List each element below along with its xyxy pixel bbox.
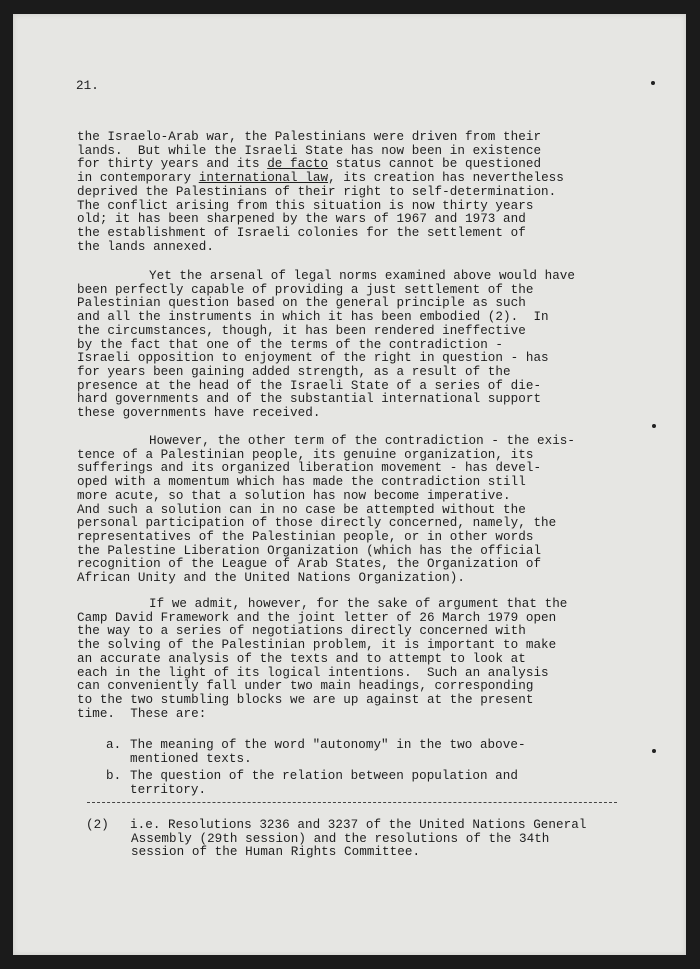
text-line: been perfectly capable of providing a just settlement of the [77,282,534,297]
paragraph-2 [77,270,637,421]
text-line: African Unity and the United Nations Organization). [77,571,465,586]
de-facto-underlined: de facto [267,157,329,172]
text-line: the Israelo-Arab war, the Palestinians were driven from their [77,130,542,144]
punch-hole-mark [652,749,656,753]
text-line: each in the light of its logical intentions. Such an analysis [77,665,549,680]
text-line: Assembly (29th session) and the resolutions of the 34th [131,831,550,846]
punch-hole-mark [651,81,655,85]
text-line: Yet the arsenal of legal norms examined above would have [149,269,576,283]
text-line: personal participation of those directly concerned, namely, the [77,516,557,531]
text-line: the way to a series of negotiations directly concerned with [77,624,526,639]
page-number: 21. [76,79,99,93]
text-line: Palestinian question based on the general principle as such [77,296,526,311]
text-line: territory. [130,782,207,797]
text-line: old; it has been sharpened by the wars of 1967 and 1973 and [77,212,526,227]
text-line: deprived the Palestinians of their right to self-determination. [77,184,557,199]
text-line: Camp David Framework and the joint letter of 26 March 1979 open [77,610,557,625]
text-line: (2) i.e. Resolutions 3236 and 3237 of the United Nations General [86,818,587,832]
text-line: more acute, so that a solution has now become imperative. [77,488,511,503]
text-line: Israeli opposition to enjoyment of the right in question - has [77,351,549,366]
footnote-label: (2) [86,818,109,832]
text-line: The question of the relation between population and [130,769,518,783]
text-line: in contemporary international law, its creation has nevertheless [77,171,564,186]
list-item-a [106,739,626,766]
text-line: recognition of the League of Arab States, the Organization of [77,557,542,572]
text-line: the establishment of Israeli colonies for the settlement of [77,225,526,240]
text-line: the solving of the Palestinian problem, it is important to make [77,638,557,653]
text-line: and all the instruments in which it has been embodied (2). In [77,310,549,325]
text-line: time. These are: [77,706,207,721]
paragraph-3 [77,435,637,586]
text-line: The conflict arising from this situation is now thirty years [77,198,534,213]
text-line: for years been gaining added strength, as a result of the [77,364,511,379]
text-line: mentioned texts. [130,751,252,766]
text-line: the lands annexed. [77,239,214,254]
list-item-b [106,770,626,797]
text-line: for thirty years and its de facto status cannot be questioned [77,157,542,172]
text-line: presence at the head of the Israeli State of a series of die- [77,378,542,393]
text-line: by the fact that one of the terms of the contradiction - [77,337,504,352]
text-line: session of the Human Rights Committee. [131,845,421,860]
text-line: However, the other term of the contradiction - the exis- [149,434,576,448]
text-line: tence of a Palestinian people, its genuine organization, its [77,447,534,462]
text-line: representatives of the Palestinian people, or in other words [77,529,534,544]
text-line: can conveniently fall under two main headings, corresponding [77,679,534,694]
footnote-divider [87,802,617,803]
text-line: an accurate analysis of the texts and to attempt to look at [77,651,526,666]
text-line: the circumstances, though, it has been rendered ineffective [77,323,526,338]
text-line: the Palestine Liberation Organization (which has the official [77,543,542,558]
international-law-underlined: international law [198,171,329,186]
punch-hole-mark [652,424,656,428]
paragraph-1 [77,131,637,254]
list-label: b. [106,769,122,783]
text-line: oped with a momentum which has made the contradiction still [77,475,526,490]
text-line: these governments have received. [77,406,321,421]
text-line: to the two stumbling blocks we are up against at the present [77,692,534,707]
list-label: a. [106,738,122,752]
text-line: hard governments and of the substantial international support [77,392,542,407]
text-line: And such a solution can in no case be attempted without the [77,502,526,517]
text-line: If we admit, however, for the sake of argument that the [149,597,568,611]
text-line: The meaning of the word "autonomy" in the two above- [130,738,526,752]
paragraph-4 [77,598,637,721]
footnote [86,819,646,860]
text-line: sufferings and its organized liberation movement - has devel- [77,461,542,476]
text-line: lands. But while the Israeli State has now been in existence [77,143,542,158]
